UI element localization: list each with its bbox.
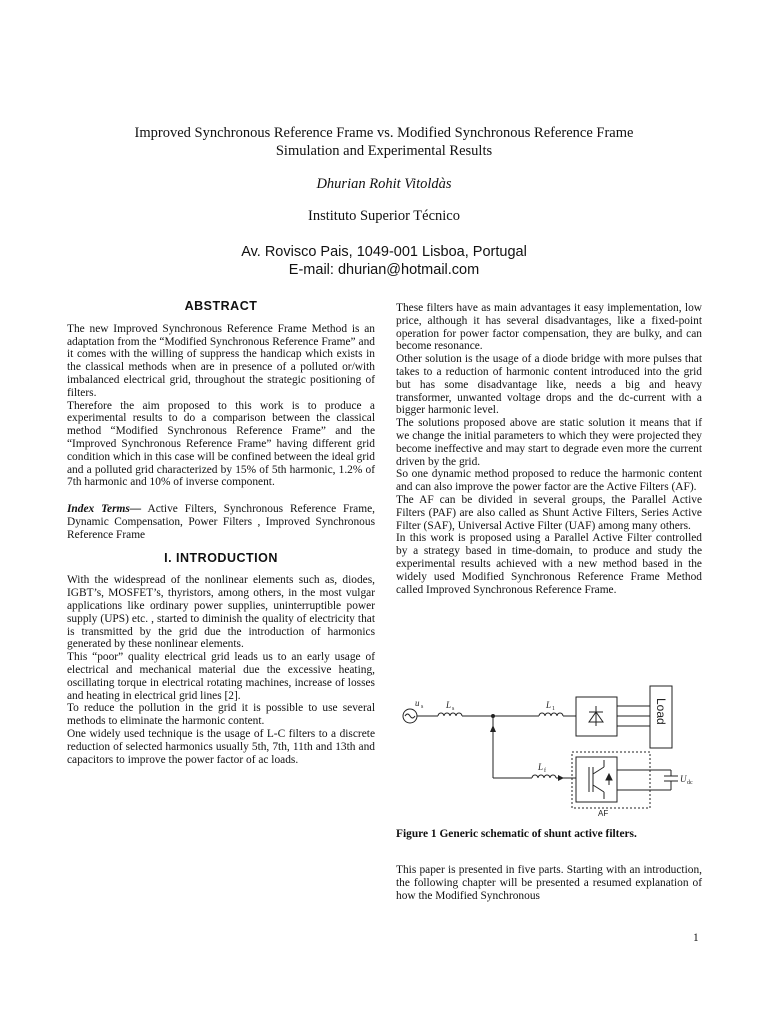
left-column: [67, 300, 375, 766]
af-label: AF: [598, 809, 609, 816]
index-terms: [67, 503, 375, 541]
label-ls-sub: s: [452, 706, 455, 712]
label-l1-sub: 1: [552, 706, 555, 712]
author-name: Dhurian Rohit Vitoldàs: [316, 176, 452, 192]
figure-caption: Figure 1 Generic schematic of shunt active filters.: [396, 828, 637, 840]
schematic-diagram: [398, 682, 698, 816]
label-l1: L: [546, 700, 552, 710]
email-address: E-mail: dhurian@hotmail.com: [288, 262, 480, 278]
closing-paragraph: This paper is presented in five parts. Starting with an introduction, the following chapter will be presented a resumed explanation of how the Modified Synchronous: [396, 864, 702, 902]
address-block: [0, 243, 768, 279]
right-column: [396, 302, 702, 596]
intro-paragraph-3: To reduce the pollution in the grid it is possible to use several methods to eliminate the harmonic content.: [67, 702, 375, 728]
label-us: u: [415, 698, 420, 708]
right-paragraph-2: Other solution is the usage of a diode bridge with more pulses that takes to a reduction of harmonic content introduced into the grid but has some disadvantage like, needs a big and heavy transformer, unwanted voltage drops and the dc-current with a bigger harmonic level.: [396, 353, 702, 417]
page-number: 1: [693, 932, 699, 944]
inductor-lf: [532, 775, 556, 778]
label-us-sub: s: [421, 704, 424, 710]
introduction-heading: I. INTRODUCTION: [164, 550, 278, 565]
abstract-heading: ABSTRACT: [184, 299, 258, 313]
label-udc: U: [680, 774, 687, 784]
current-arrow-icon: [490, 725, 496, 732]
load-label: Load: [654, 698, 668, 725]
label-lf: L: [538, 762, 544, 772]
inductor-ls: [438, 713, 462, 716]
right-paragraph-5: The AF can be divided in several groups, the Parallel Active Filters (PAF) are also called as Shunt Active Filters, Series Active Filter (SAF), Universal Active Filter (UAF) among many others.: [396, 493, 702, 532]
index-terms-text: Active Filters, Synchronous Reference Frame, Dynamic Compensation, Power Filters , Improved Synchronous Reference Frame: [67, 503, 375, 541]
intro-paragraph-2: This “poor” quality electrical grid leads us to an early usage of electrical and mechanical material due the excessive heating, oscillating torque in electrical rotating machines, increase of losses and heating in electrical grid lines [2].: [67, 651, 375, 702]
right-paragraph-3: The solutions proposed above are static solution it means that if we change the initial parameters to which they were projected they become ineffective and may start to degrade even more the current driven by the grid.: [396, 417, 702, 468]
right-paragraph-6: In this work is proposed using a Parallel Active Filter controlled by a strategy based in time-domain, to produce and study the experimental results achieved with a new method based in the widely used Modified Synchronous Reference Frame Method called Improved Synchronous Reference Frame.: [396, 532, 702, 596]
title-line-2: Simulation and Experimental Results: [275, 143, 493, 159]
inductor-l1: [539, 713, 563, 716]
paper-title: [0, 124, 768, 160]
intro-paragraph-4: One widely used technique is the usage of L-C filters to a discrete reduction of selected harmonics usually 5th, 7th, 11th and 13th and capacitors to improve the power factor of ac loads.: [67, 727, 375, 766]
index-terms-label: Index Terms—: [67, 503, 142, 516]
label-ls: L: [446, 700, 452, 710]
right-paragraph-1: These filters have as main advantages it easy implementation, low price, although it has several disadvantages, like a fixed-point operation for power factor compensation, they are bulky, and can become resonance.: [396, 302, 702, 353]
label-udc-sub: dc: [687, 780, 693, 786]
label-lf-sub: f: [544, 768, 546, 774]
sine-wave-icon: [405, 714, 415, 718]
abstract-paragraph-1: The new Improved Synchronous Reference Frame Method is an adaptation from the “Modified Synchronous Reference Frame” and it comes with the willing of suppress the handicap which exists in the classical methods when are in presence of a polluted or/with imbalanced electrical grid, throughout the strategic positioning of filters.: [67, 322, 375, 399]
figure-shunt-active-filter: [398, 682, 698, 816]
junction-dot: [491, 714, 495, 718]
title-line-1: Improved Synchronous Reference Frame vs. Modified Synchronous Reference Frame: [134, 125, 634, 141]
postal-address: Av. Rovisco Pais, 1049-001 Lisboa, Portugal: [241, 244, 527, 260]
abstract-paragraph-2: Therefore the aim proposed to this work is to produce a experimental results to do a comparison between the classical method “Modified Synchronous Reference Frame” and the “Improved Synchronous Reference Frame” having different grid condition which in this case will be confined between the ideal grid and a polluted grid characterized by 15% of 5th harmonic, 1.2% of 7th harmonic and 10% of inverse component.: [67, 399, 375, 489]
right-paragraph-4: So one dynamic method proposed to reduce the harmonic content and can also improve the power factor are the Active Filters (AF).: [396, 468, 702, 494]
institution: Instituto Superior Técnico: [308, 208, 460, 224]
intro-paragraph-1: With the widespread of the nonlinear elements such as, diodes, IGBT’s, MOSFET’s, thyristors, among others, in the most vulgar applications like ordinary power supplies, uninterruptible power supply (UPS) etc. , started to diminish the quality of electricity that is transmitted by the grid due the introduction of harmonics generated by these nonlinear elements.: [67, 574, 375, 651]
